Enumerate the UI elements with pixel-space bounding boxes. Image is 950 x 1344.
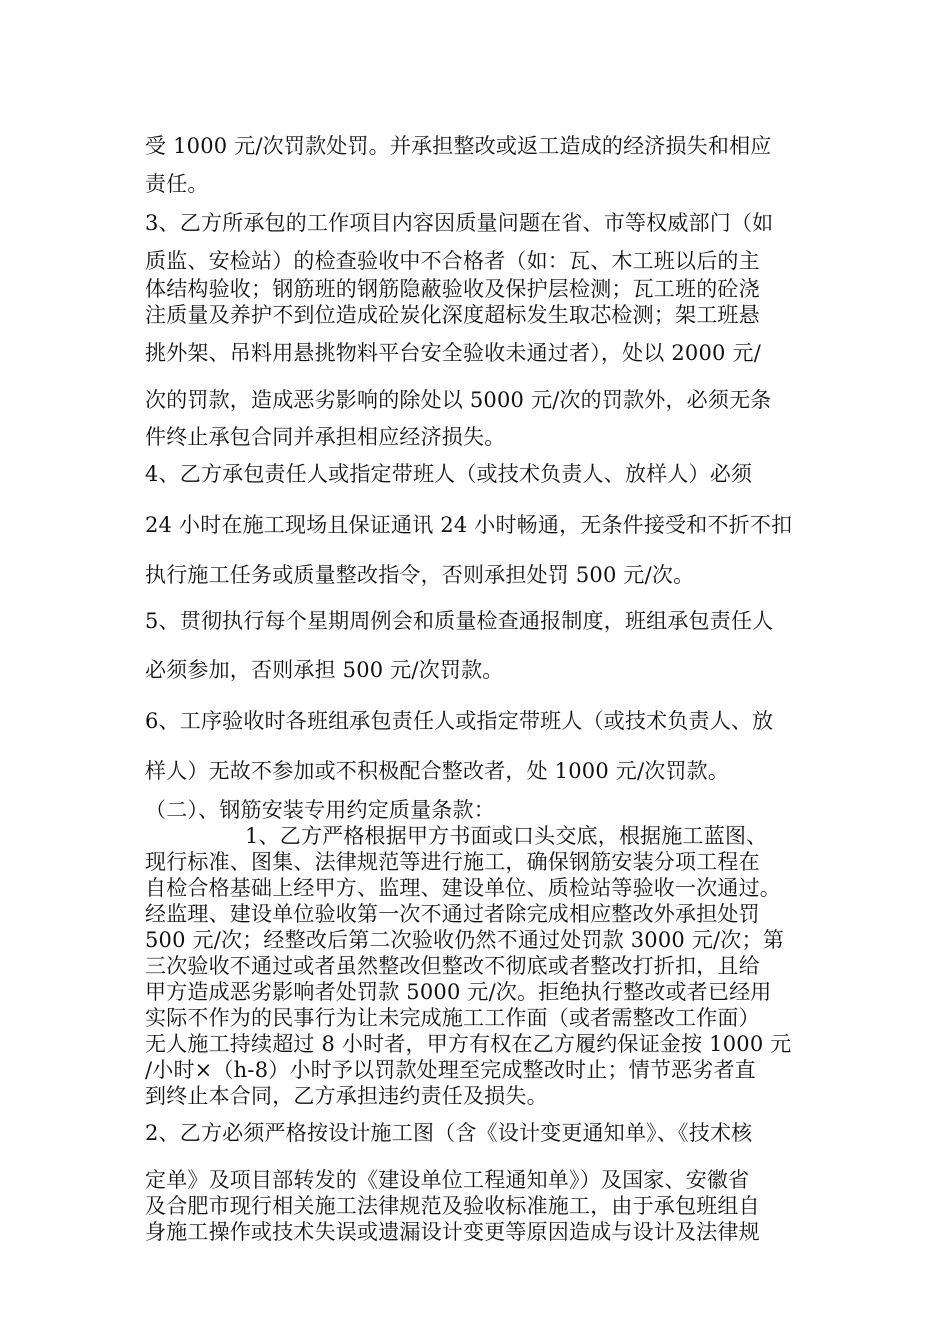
text-line: 到终止本合同，乙方承担违约责任及损失。: [145, 1084, 548, 1108]
text-line: 4、乙方承包责任人或指定带班人（或技术负责人、放样人）必须: [145, 462, 753, 486]
text-line: 必须参加，否则承担 500 元/次罚款。: [145, 658, 504, 682]
text-line: 件终止承包合同并承担相应经济损失。: [145, 425, 506, 449]
text-line: /小时×（h-8）小时予以罚款处理至完成整改时止；情节恶劣者直: [145, 1058, 756, 1082]
text-line: 5、贯彻执行每个星期周例会和质量检查通报制度，班组承包责任人: [145, 609, 774, 633]
text-line: 样人）无故不参加或不积极配合整改者，处 1000 元/次罚款。: [145, 759, 730, 783]
text-line: 自检合格基础上经甲方、监理、建设单位、质检站等验收一次通过。: [145, 876, 781, 900]
text-line: 甲方造成恶劣影响者处罚款 5000 元/次。拒绝执行整改或者已经用: [145, 980, 772, 1004]
text-line: 次的罚款，造成恶劣影响的除处以 5000 元/次的罚款外，必须无条: [145, 388, 772, 412]
text-line: 身施工操作或技术失误或遗漏设计变更等原因造成与设计及法律规: [145, 1220, 760, 1244]
text-line: 实际不作为的民事行为让未完成施工工作面（或者需整改工作面）: [145, 1006, 760, 1030]
text-line: 500 元/次；经整改后第二次验收仍然不通过处罚款 3000 元/次；第: [145, 928, 784, 952]
text-line: 执行施工任务或质量整改指令，否则承担处罚 500 元/次。: [145, 563, 695, 587]
text-line: 受 1000 元/次罚款处罚。并承担整改或返工造成的经济损失和相应: [145, 134, 772, 158]
text-line: 2、乙方必须严格按设计施工图（含《设计变更通知单》、《技术核: [145, 1121, 753, 1145]
text-line: 及合肥市现行相关施工法律规范及验收标准施工，由于承包班组自: [145, 1194, 760, 1218]
text-line: 定单》及项目部转发的《建设单位工程通知单》）及国家、安徽省: [145, 1168, 750, 1192]
text-line: 责任。: [145, 172, 209, 196]
text-line: 注质量及养护不到位造成砼炭化深度超标发生取芯检测；架工班悬: [145, 303, 760, 327]
text-line: 无人施工持续超过 8 小时者，甲方有权在乙方履约保证金按 1000 元: [145, 1032, 792, 1056]
text-line: 挑外架、吊料用悬挑物料平台安全验收未通过者），处以 2000 元/: [145, 341, 761, 365]
section-heading: （二）、钢筋安装专用约定质量条款：: [145, 798, 495, 822]
text-line: 体结构验收；钢筋班的钢筋隐蔽验收及保护层检测；瓦工班的砼浇: [145, 277, 760, 301]
text-line: 经监理、建设单位验收第一次不通过者除完成相应整改外承担处罚: [145, 902, 760, 926]
text-line: 质监、安检站）的检查验收中不合格者（如：瓦、木工班以后的主: [145, 249, 760, 273]
text-line: 3、乙方所承包的工作项目内容因质量问题在省、市等权威部门（如: [145, 211, 774, 235]
text-line: 现行标准、图集、法律规范等进行施工，确保钢筋安装分项工程在: [145, 850, 760, 874]
text-line: 1、乙方严格根据甲方书面或口头交底，根据施工蓝图、: [245, 824, 768, 848]
text-line: 24 小时在施工现场且保证通讯 24 小时畅通，无条件接受和不折不扣: [145, 513, 793, 537]
text-line: 三次验收不通过或者虽然整改但整改不彻底或者整改打折扣，且给: [145, 954, 760, 978]
text-line: 6、工序验收时各班组承包责任人或指定带班人（或技术负责人、放: [145, 709, 774, 733]
